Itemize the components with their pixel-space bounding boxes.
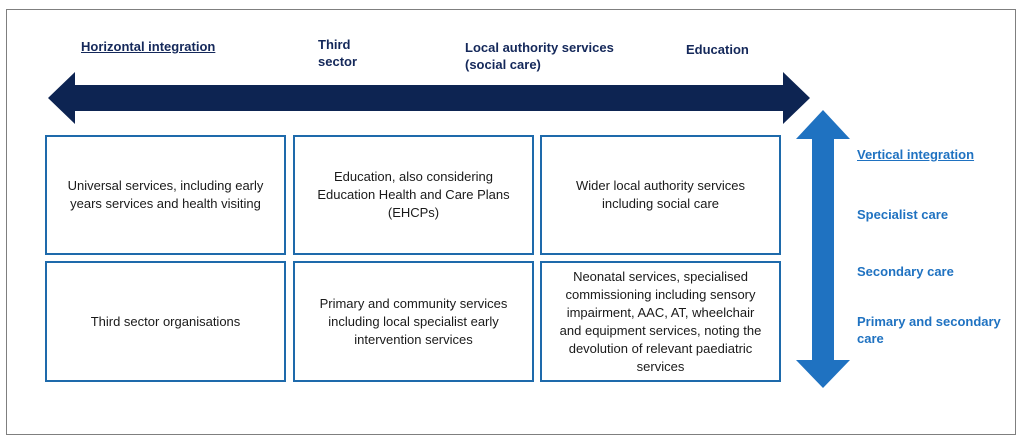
box-neonatal-specialised: Neonatal services, specialised commissioning including sensory impairment, AAC, AT, wheelchair and equipment services, noting the devolution of relevant paediatric services bbox=[540, 261, 781, 382]
box-primary-community: Primary and community services including local specialist early intervention services bbox=[293, 261, 534, 382]
vertical-integration-title: Vertical integration bbox=[857, 147, 975, 162]
header-third-sector: Third sector bbox=[318, 37, 358, 69]
horizontal-integration-title: Horizontal integration bbox=[81, 39, 216, 54]
vertical-double-arrow bbox=[796, 110, 850, 388]
box-universal-services: Universal services, including early years services and health visiting bbox=[45, 135, 286, 255]
box-education-ehcps: Education, also considering Education Health and Care Plans (EHCPs) bbox=[293, 135, 534, 255]
horizontal-double-arrow bbox=[48, 72, 810, 124]
header-education: Education bbox=[686, 42, 749, 57]
level-primary-secondary-care: Primary and secondary care bbox=[857, 314, 1001, 346]
header-local-authority: Local authority services (social care) bbox=[465, 40, 614, 72]
level-specialist-care: Specialist care bbox=[857, 207, 949, 222]
box-wider-local-authority: Wider local authority services including social care bbox=[540, 135, 781, 255]
level-secondary-care: Secondary care bbox=[857, 264, 954, 279]
box-third-sector-organisations: Third sector organisations bbox=[45, 261, 286, 382]
